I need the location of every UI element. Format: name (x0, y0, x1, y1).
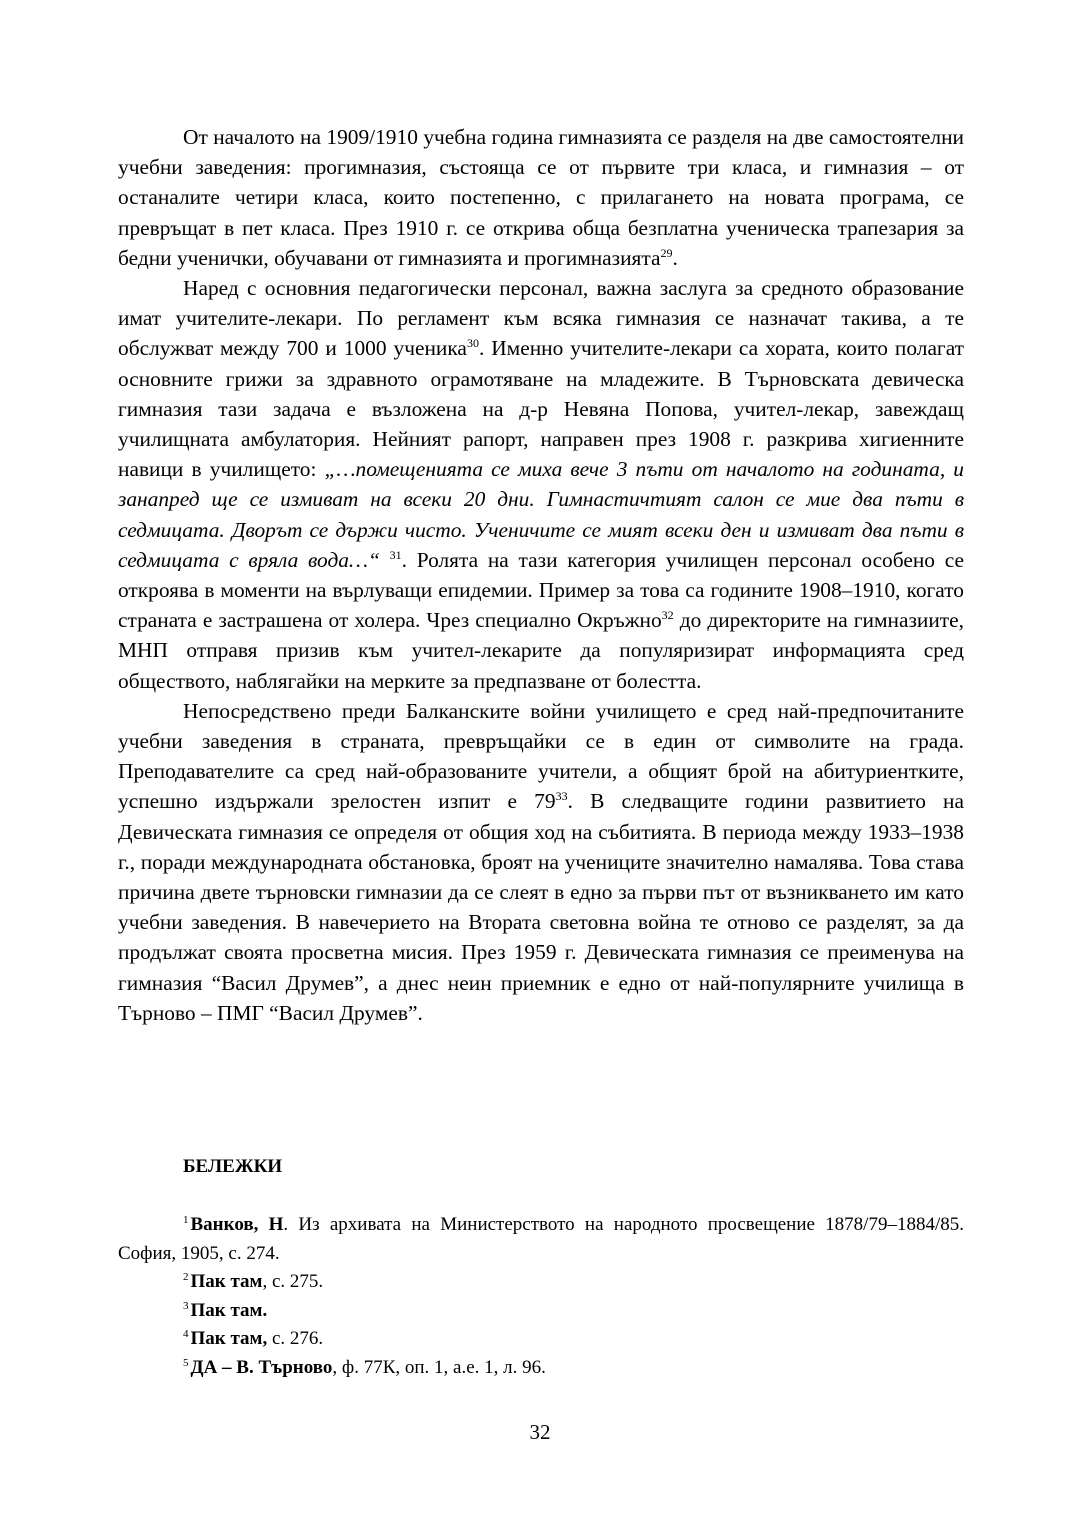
paragraph-3 (118, 696, 964, 1028)
notes-heading: БЕЛЕЖКИ (183, 1156, 283, 1177)
footnote-ref-32[interactable]: 32 (661, 608, 674, 623)
paragraph-text: От началото на 1909/1910 учебна година гимназията се разделя на две самостоятелни учебни заведения: прогимназия, състояща се от първите три класа, и гимназия – от останалите четири класа, които постепенно, с прилагането на новата програма, се превръщат в пет класа. През 1910 г. се открива обща безплатна ученическа трапезария за бедни ученички, обучавани от гимназията и прогимназията (118, 125, 964, 270)
footnote-number: 2 (183, 1271, 189, 1283)
paragraph-2 (118, 273, 964, 696)
paragraph-text: до директорите на гимназиите, МНП отправя призив към учител-лекарите да популяризират информацията сред обществото, наблягайки на мерките за предпазване от болестта. (118, 608, 964, 693)
footnote-item (118, 1354, 964, 1383)
paragraph-text: Непосредствено преди Балканските войни училището е сред най-предпочитаните учебни заведения в страната, превръщайки се в един от символите на града. Преподавателите са сред най-образованите учители, а общият брой на абитуриентките, успешно издържали зрелостен изпит е 79 (118, 698, 964, 814)
paragraph-text: Наред с основния педагогически персонал, важна заслуга за средното образование имат учителите-лекари. По регламент към всяка гимназия се назначат такива, а те обслужват между 700 и 1000 ученика (118, 276, 964, 361)
footnote-ref-29[interactable]: 29 (660, 245, 673, 260)
page-number: 32 (529, 1420, 551, 1444)
body-text (118, 122, 964, 1028)
footnote-number: 1 (183, 1214, 189, 1226)
footnote-author: Пак там. (190, 1299, 268, 1321)
footnote-ref-30[interactable]: 30 (466, 336, 479, 351)
paragraph-text: . Ролята на тази категория училищен персонал особено се откроява в моменти на върлуващи епидемии. Пример за това са годините 1908–1910, когато страната е застрашена от холера. Чрез специално Окръжно (118, 547, 964, 633)
footnote-ref-31[interactable]: 31 (389, 547, 402, 562)
footnote-item (118, 1325, 964, 1354)
footnote-author: Ванков, Н (190, 1214, 284, 1235)
footnote-ref-33[interactable]: 33 (555, 789, 568, 804)
footnote-author: Пак там (190, 1271, 263, 1292)
paragraph-text: . Именно учителите-лекари са хората, които полагат основните грижи за здравното ограмотяване на младежите. В Търновската девическа гимназия тази задача е възложена на д-р Невяна Попова, учител-лекар, завеждащ училищната амбулатория. Нейният рапорт, направен през 1908 г. разкрива хигиенните навици в училището: (118, 336, 964, 482)
footnote-item (118, 1211, 964, 1268)
footnote-text: , ф. 77К, оп. 1, а.е. 1, л. 96. (332, 1356, 546, 1378)
footnote-author: Пак там, (190, 1328, 268, 1349)
footnote-number: 3 (183, 1299, 189, 1312)
footnote-item (118, 1268, 964, 1297)
paragraph-1 (118, 122, 964, 273)
report-quote: „…помещенията се миха вече 3 пъти от началото на годината, и занапред ще се измиват на всеки 20 дни. Гимнастичтият салон се мие два пъти в седмицата. Дворът се държи чисто. Ученичите се мият всеки ден и измиват два пъти в седмицата с вряла вода…“ (118, 457, 964, 572)
footnote-item (118, 1297, 964, 1326)
footnote-text: с. 276. (267, 1328, 324, 1349)
paragraph-text: . В следващите години развитието на Девическата гимназия се определя от общия ход на събитията. В периода между 1933–1938 г., поради международната обстановка, броят на учениците значително намалява. Това става причина двете търновски гимназии да се слеят в едно за първи път от възникването им като учебни заведения. В навечерието на Втората световна война те отново се разделят, за да продължат своята просветна мисия. През 1959 г. Девическата гимназия се преименува на гимназия “Васил Друмев”, а днес неин приемник е едно от най-популярните училища в Търново – ПМГ “Васил Друмев”. (118, 789, 964, 1025)
footnote-number: 4 (183, 1328, 189, 1340)
footnote-text: . Из архивата на Министерството на народното просвещение 1878/79–1884/85. София, 1905, с. 274. (118, 1214, 964, 1264)
footnote-author: ДА – В. Търново (190, 1356, 333, 1378)
footnotes-list (118, 1211, 964, 1382)
paragraph-text: . (672, 245, 678, 270)
footnote-number: 5 (183, 1356, 189, 1369)
footnote-text: , с. 275. (262, 1271, 324, 1292)
